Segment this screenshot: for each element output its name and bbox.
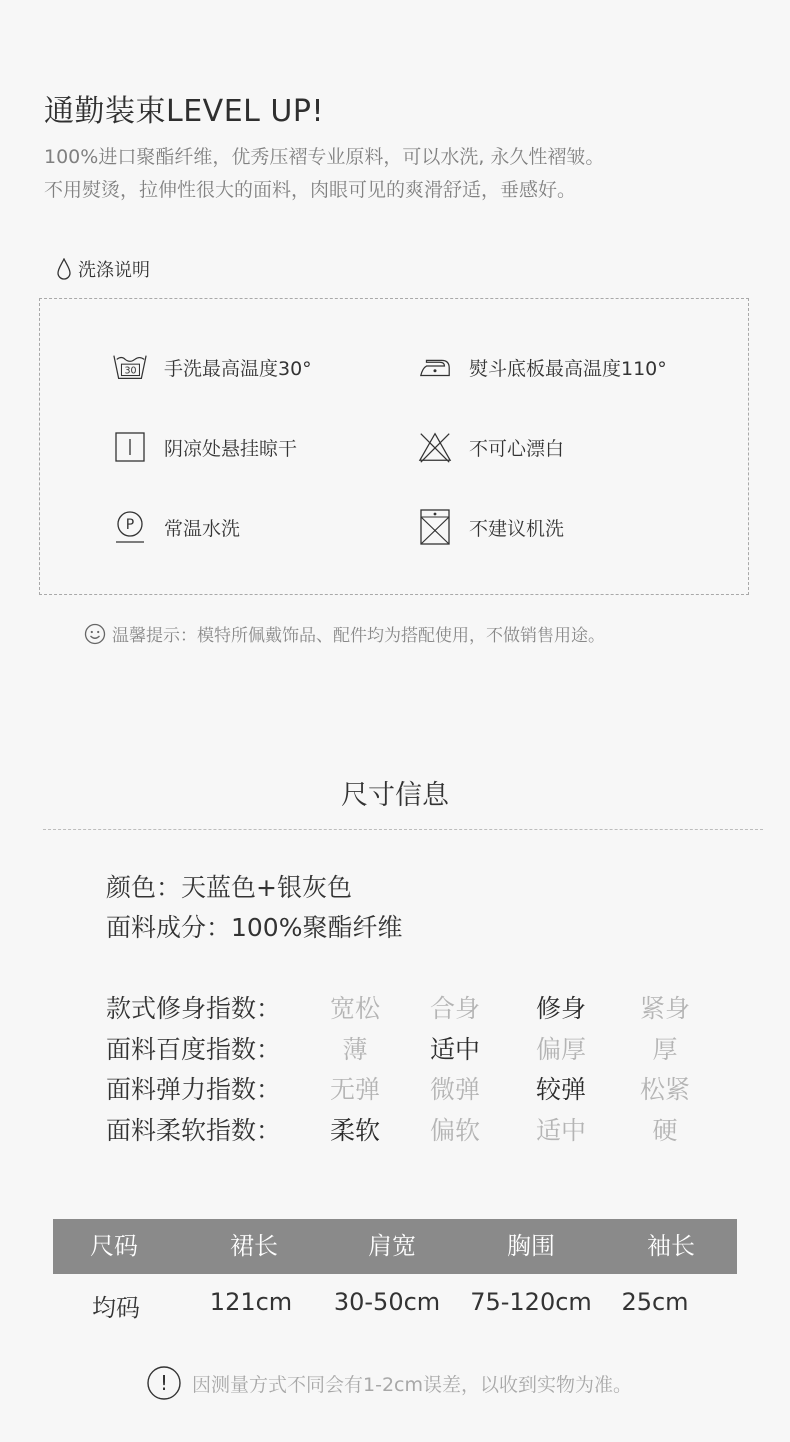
index-option: 较弹 (535, 1075, 586, 1104)
index-label: 面料弹力指数： (106, 1075, 282, 1104)
index-label: 面料柔软指数： (106, 1116, 282, 1145)
svg-text:!: ! (159, 1371, 169, 1395)
index-option: 偏软 (429, 1116, 480, 1145)
table-cell: 121cm (209, 1288, 293, 1316)
index-label: 款式修身指数： (106, 994, 282, 1023)
table-cell: 30-50cm (333, 1288, 441, 1316)
no-machine-wash-icon (417, 507, 453, 547)
table-header-cell: 胸围 (507, 1232, 555, 1260)
care-label: 常温水洗 (164, 517, 241, 540)
section-divider (43, 829, 763, 830)
section-title-size-info: 尺寸信息 (341, 780, 449, 811)
index-option: 宽松 (329, 994, 380, 1023)
index-option: 修身 (535, 994, 586, 1023)
care-label: 手洗最高温度30° (164, 357, 312, 380)
measurement-note (146, 1365, 632, 1401)
table-header-cell: 肩宽 (368, 1232, 416, 1260)
care-instructions-box (39, 298, 749, 595)
index-option: 微弹 (429, 1075, 480, 1104)
index-option: 无弹 (329, 1075, 380, 1104)
index-option: 适中 (429, 1035, 480, 1064)
model-tip (84, 621, 605, 646)
no-bleach-icon (417, 427, 453, 467)
care-label: 不建议机洗 (469, 517, 565, 540)
care-item-no-bleach (417, 427, 564, 467)
care-title-label: 洗涤说明 (78, 260, 150, 281)
hand-wash-30-icon (112, 347, 148, 387)
care-item-line-dry (112, 427, 297, 467)
line-dry-shade-icon (112, 427, 148, 467)
color-line: 颜色：天蓝色+银灰色 (106, 873, 352, 902)
index-option: 硬 (652, 1116, 678, 1145)
index-option: 薄 (342, 1035, 368, 1064)
measurement-note-text: 因测量方式不同会有1-2cm误差，以收到实物为准。 (192, 1373, 632, 1396)
table-header-cell: 裙长 (230, 1232, 278, 1260)
tip-text: 温馨提示：模特所佩戴饰品、配件均为搭配使用，不做销售用途。 (112, 626, 605, 646)
index-option: 偏厚 (535, 1035, 586, 1064)
professional-clean-p-icon (112, 507, 148, 547)
index-option: 松紧 (639, 1075, 690, 1104)
care-title (56, 256, 150, 282)
care-label: 熨斗底板最高温度110° (469, 357, 667, 380)
iron-110-icon (417, 347, 453, 387)
table-cell: 均码 (92, 1294, 140, 1322)
table-header-cell: 袖长 (647, 1232, 695, 1260)
table-cell: 75-120cm (470, 1288, 592, 1316)
smiley-icon (84, 623, 106, 645)
care-label: 不可心漂白 (469, 437, 565, 460)
index-option: 适中 (535, 1116, 586, 1145)
index-option: 紧身 (639, 994, 690, 1023)
description-line-2: 不用熨烫，拉伸性很大的面料，肉眼可见的爽滑舒适，垂感好。 (44, 179, 577, 201)
description-line-1: 100%进口聚酯纤维，优秀压褶专业原料，可以水洗, 永久性褶皱。 (44, 146, 605, 168)
index-option: 厚 (652, 1035, 678, 1064)
care-item-hand-wash (112, 347, 312, 387)
svg-text:30: 30 (124, 365, 137, 377)
water-drop-icon (56, 258, 72, 280)
care-label: 阴凉处悬挂晾干 (164, 437, 298, 460)
fabric-line: 面料成分：100%聚酯纤维 (106, 913, 403, 942)
table-header-cell: 尺码 (90, 1232, 138, 1260)
size-table-header (53, 1219, 737, 1274)
table-cell: 25cm (621, 1288, 689, 1316)
headline: 通勤装束LEVEL UP! (44, 94, 324, 129)
care-item-iron (417, 347, 667, 387)
care-item-no-machine-wash (417, 507, 564, 547)
index-option: 柔软 (329, 1116, 380, 1145)
care-item-p-clean (112, 507, 240, 547)
index-label: 面料百度指数： (106, 1035, 282, 1064)
index-option: 合身 (429, 994, 480, 1023)
svg-text:P: P (125, 517, 135, 533)
exclamation-circle-icon (146, 1365, 182, 1401)
